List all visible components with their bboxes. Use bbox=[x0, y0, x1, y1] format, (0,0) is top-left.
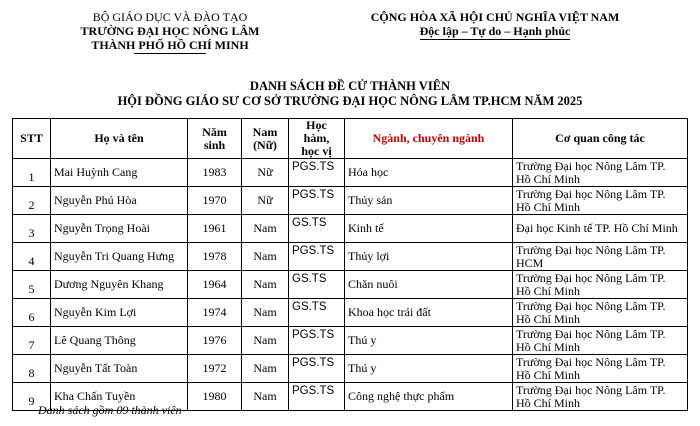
cell-org bbox=[513, 355, 688, 383]
org-line-2: Hồ Chí Minh bbox=[516, 367, 581, 382]
org-line-1: Trường Đại học Nông Lâm TP. bbox=[516, 186, 666, 201]
cell-org bbox=[513, 215, 688, 243]
cell-year: 1972 bbox=[188, 355, 242, 383]
cell-degree: GS.TS bbox=[289, 299, 345, 327]
header-degree-line1: Học hàm, bbox=[303, 118, 330, 145]
cell-year: 1970 bbox=[188, 187, 242, 215]
org-line-1: Trường Đại học Nông Lâm TP. bbox=[516, 242, 666, 257]
cell-field: Hóa học bbox=[345, 159, 513, 187]
cell-org bbox=[513, 327, 688, 355]
org-line-1: Trường Đại học Nông Lâm TP. bbox=[516, 270, 666, 285]
cell-name: Dương Nguyên Khang bbox=[51, 271, 188, 299]
cell-field: Khoa học trái đất bbox=[345, 299, 513, 327]
cell-year: 1983 bbox=[188, 159, 242, 187]
ministry-name: BỘ GIÁO DỤC VÀ ĐÀO TẠO bbox=[92, 10, 248, 24]
cell-gender: Nam bbox=[242, 327, 289, 355]
cell-gender: Nam bbox=[242, 355, 289, 383]
member-table bbox=[12, 118, 688, 411]
national-motto: Độc lập – Tự do – Hạnh phúc bbox=[419, 24, 571, 38]
cell-degree: GS.TS bbox=[289, 215, 345, 243]
cell-name: Nguyễn Phú Hòa bbox=[51, 187, 188, 215]
document-title bbox=[0, 79, 700, 109]
header-left-underline bbox=[134, 53, 206, 54]
cell-stt: 2 bbox=[13, 187, 51, 215]
cell-org bbox=[513, 271, 688, 299]
cell-gender: Nam bbox=[242, 299, 289, 327]
cell-year: 1964 bbox=[188, 271, 242, 299]
cell-degree: PGS.TS bbox=[289, 355, 345, 383]
cell-degree: GS.TS bbox=[289, 271, 345, 299]
title-line-2: HỘI ĐỒNG GIÁO SƯ CƠ SỞ TRƯỜNG ĐẠI HỌC NÔNG LÂM TP.HCM NĂM 2025 bbox=[117, 94, 583, 108]
cell-stt: 1 bbox=[13, 159, 51, 187]
org-line-1: Trường Đại học Nông Lâm TP. bbox=[516, 354, 666, 369]
cell-stt: 6 bbox=[13, 299, 51, 327]
cell-degree: PGS.TS bbox=[289, 327, 345, 355]
cell-year: 1961 bbox=[188, 215, 242, 243]
cell-degree: PGS.TS bbox=[289, 383, 345, 411]
org-line-2: Hồ Chí Minh bbox=[516, 199, 581, 214]
org-line-1: Trường Đại học Nông Lâm TP. bbox=[516, 382, 666, 397]
cell-field: Công nghệ thực phẩm bbox=[345, 383, 513, 411]
cell-stt: 4 bbox=[13, 243, 51, 271]
cell-name: Nguyễn Tri Quang Hưng bbox=[51, 243, 188, 271]
header-stt: STT bbox=[13, 119, 51, 159]
header-right-underline bbox=[420, 39, 570, 40]
table-row bbox=[13, 243, 688, 271]
member-count-note: Danh sách gồm 09 thành viên bbox=[38, 403, 182, 417]
cell-gender: Nữ bbox=[242, 159, 289, 187]
cell-name: Nguyễn Trọng Hoài bbox=[51, 215, 188, 243]
cell-name: Nguyễn Tất Toàn bbox=[51, 355, 188, 383]
cell-gender: Nữ bbox=[242, 187, 289, 215]
cell-org bbox=[513, 187, 688, 215]
cell-gender: Nam bbox=[242, 383, 289, 411]
cell-stt: 9 bbox=[13, 383, 51, 411]
cell-field: Thú y bbox=[345, 327, 513, 355]
cell-year: 1978 bbox=[188, 243, 242, 271]
cell-year: 1974 bbox=[188, 299, 242, 327]
org-line-2: Hồ Chí Minh bbox=[516, 171, 581, 186]
table-header-row bbox=[13, 119, 688, 159]
cell-field: Kinh tế bbox=[345, 215, 513, 243]
cell-name: Nguyễn Kim Lợi bbox=[51, 299, 188, 327]
header-field: Ngành, chuyên ngành bbox=[345, 119, 513, 159]
table-row bbox=[13, 187, 688, 215]
org-line-2: Hồ Chí Minh bbox=[516, 339, 581, 354]
org-line-2: HCM bbox=[516, 255, 544, 270]
table-row bbox=[13, 271, 688, 299]
cell-stt: 3 bbox=[13, 215, 51, 243]
cell-gender: Nam bbox=[242, 271, 289, 299]
org-line-2: Hồ Chí Minh bbox=[516, 395, 581, 410]
header-right bbox=[330, 10, 660, 40]
table-row bbox=[13, 215, 688, 243]
cell-name: Kha Chấn Tuyền bbox=[51, 383, 188, 411]
table-row bbox=[13, 159, 688, 187]
org-line-2: Hồ Chí Minh bbox=[516, 311, 581, 326]
university-name: TRƯỜNG ĐẠI HỌC NÔNG LÂM bbox=[80, 24, 260, 38]
cell-stt: 7 bbox=[13, 327, 51, 355]
header-year: Năm sinh bbox=[188, 119, 242, 159]
header-gender-line2: (Nữ) bbox=[253, 137, 277, 152]
cell-name: Lê Quang Thông bbox=[51, 327, 188, 355]
header-name: Họ và tên bbox=[51, 119, 188, 159]
org-line-1: Trường Đại học Nông Lâm TP. bbox=[516, 298, 666, 313]
header-left bbox=[70, 10, 270, 54]
cell-degree: PGS.TS bbox=[289, 187, 345, 215]
university-city: THÀNH PHỐ HỒ CHÍ MINH bbox=[91, 38, 249, 52]
header-gender-line1: Nam bbox=[252, 124, 278, 139]
cell-field: Thủy lợi bbox=[345, 243, 513, 271]
cell-degree: PGS.TS bbox=[289, 243, 345, 271]
cell-org bbox=[513, 243, 688, 271]
header-degree-line2: học vị bbox=[301, 144, 332, 158]
cell-field: Thú y bbox=[345, 355, 513, 383]
cell-org bbox=[513, 299, 688, 327]
header-gender bbox=[242, 119, 289, 159]
table-row bbox=[13, 355, 688, 383]
cell-gender: Nam bbox=[242, 215, 289, 243]
org-line-1: Đại học Kinh tế TP. Hồ Chí Minh bbox=[516, 221, 678, 235]
table-row bbox=[13, 299, 688, 327]
title-line-1: DANH SÁCH ĐỀ CỬ THÀNH VIÊN bbox=[249, 79, 451, 93]
cell-gender: Nam bbox=[242, 243, 289, 271]
country-name: CỘNG HÒA XÃ HỘI CHỦ NGHĨA VIỆT NAM bbox=[370, 10, 620, 24]
cell-org bbox=[513, 159, 688, 187]
cell-stt: 5 bbox=[13, 271, 51, 299]
org-line-1: Trường Đại học Nông Lâm TP. bbox=[516, 158, 666, 173]
cell-field: Thủy sản bbox=[345, 187, 513, 215]
table-row bbox=[13, 327, 688, 355]
cell-year: 1976 bbox=[188, 327, 242, 355]
cell-year: 1980 bbox=[188, 383, 242, 411]
org-line-2: Hồ Chí Minh bbox=[516, 283, 581, 298]
cell-field: Chăn nuôi bbox=[345, 271, 513, 299]
cell-name: Mai Huỳnh Cang bbox=[51, 159, 188, 187]
header-degree bbox=[289, 119, 345, 159]
cell-org bbox=[513, 383, 688, 411]
cell-degree: PGS.TS bbox=[289, 159, 345, 187]
header-org: Cơ quan công tác bbox=[513, 119, 688, 159]
org-line-1: Trường Đại học Nông Lâm TP. bbox=[516, 326, 666, 341]
cell-stt: 8 bbox=[13, 355, 51, 383]
